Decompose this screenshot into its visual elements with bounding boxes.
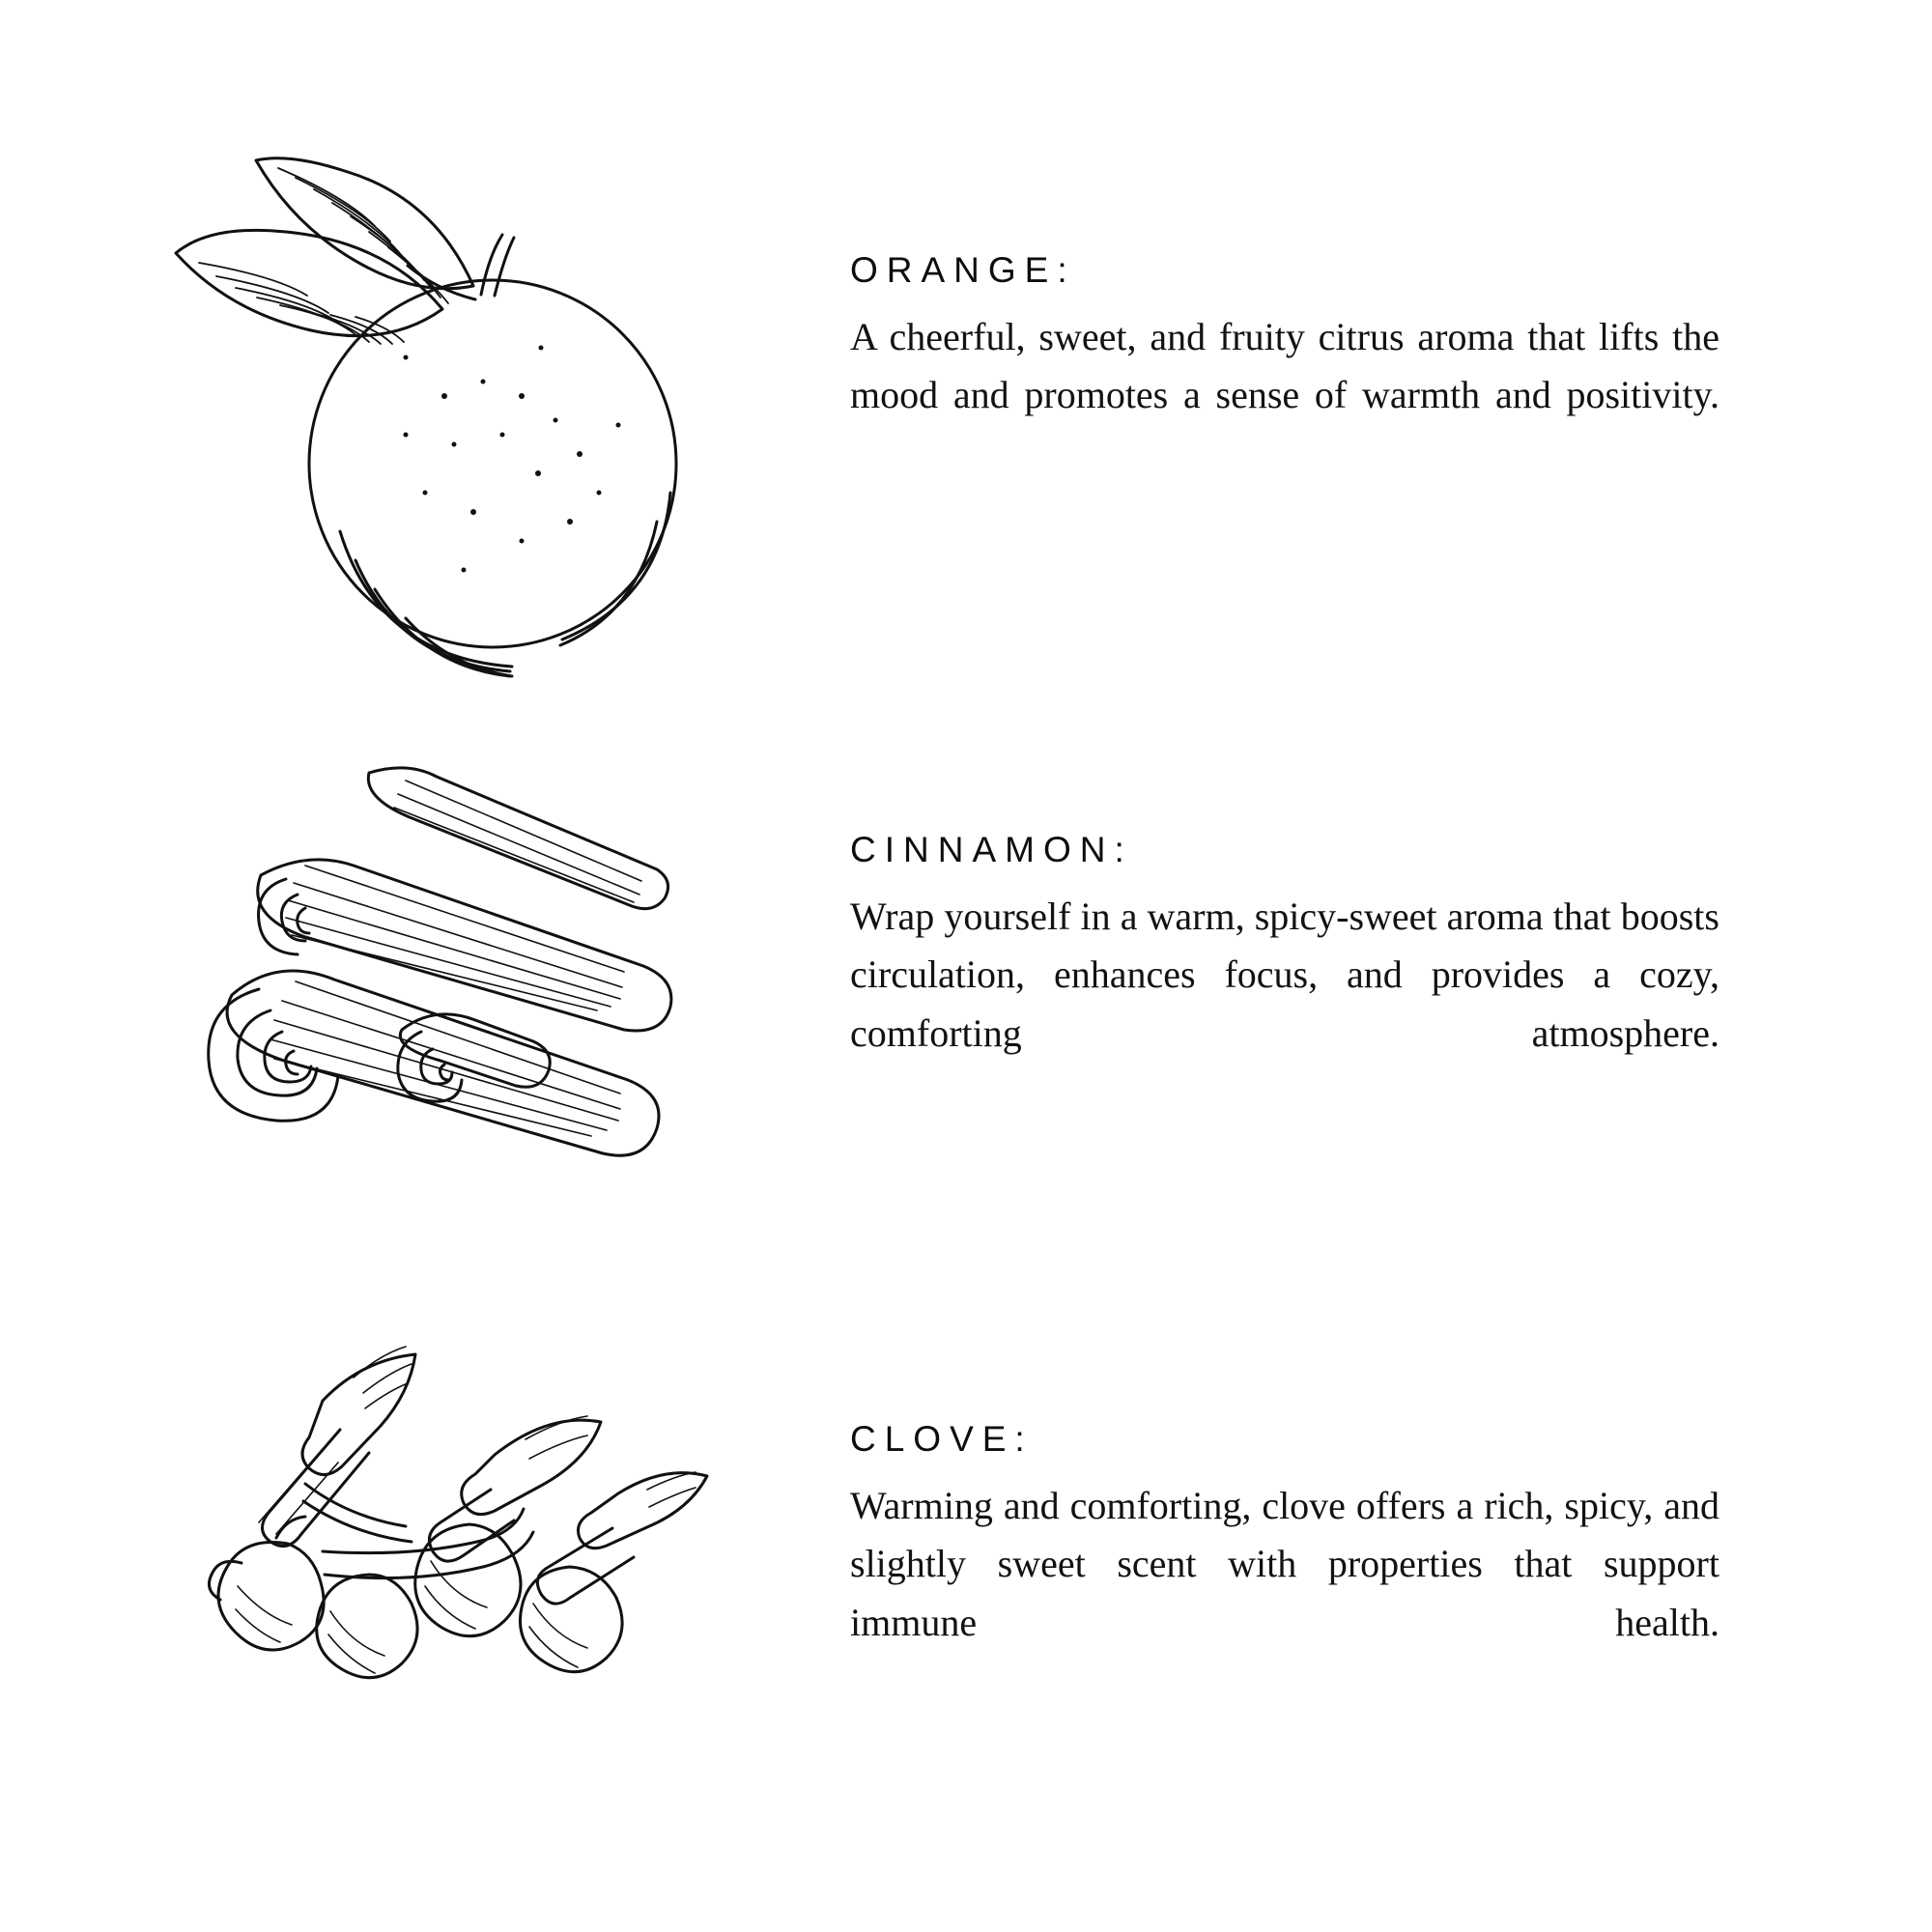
clove-illustration-cell <box>0 1265 850 1845</box>
ingredient-title: CINNAMON: <box>850 830 1133 869</box>
cinnamon-text-cell <box>850 686 1768 1122</box>
ingredient-description: A cheerful, sweet, and fruity citrus aroma that lifts the mood and promotes a sense of warmth and positivity. <box>850 314 1719 417</box>
orange-fruit-icon <box>116 106 734 686</box>
clove-buds-icon <box>116 1285 734 1826</box>
ingredient-title: CLOVE: <box>850 1419 1034 1459</box>
ingredient-title: ORANGE: <box>850 250 1076 290</box>
list-item <box>0 106 1932 686</box>
cinnamon-sticks-icon <box>116 705 734 1246</box>
list-item <box>0 1265 1932 1845</box>
cinnamon-illustration-cell <box>0 686 850 1265</box>
ingredient-description: Wrap yourself in a warm, spicy-sweet aroma that boosts circulation, enhances focus, and provides a cozy, comforting atmosphere. <box>850 894 1719 1056</box>
orange-illustration-cell <box>0 106 850 686</box>
clove-text-cell <box>850 1265 1768 1712</box>
list-item <box>0 686 1932 1265</box>
orange-text-cell <box>850 106 1768 484</box>
ingredient-list <box>0 106 1932 1845</box>
ingredient-description: Warming and comforting, clove offers a rich, spicy, and slightly sweet scent with properties that support immune health. <box>850 1483 1719 1645</box>
